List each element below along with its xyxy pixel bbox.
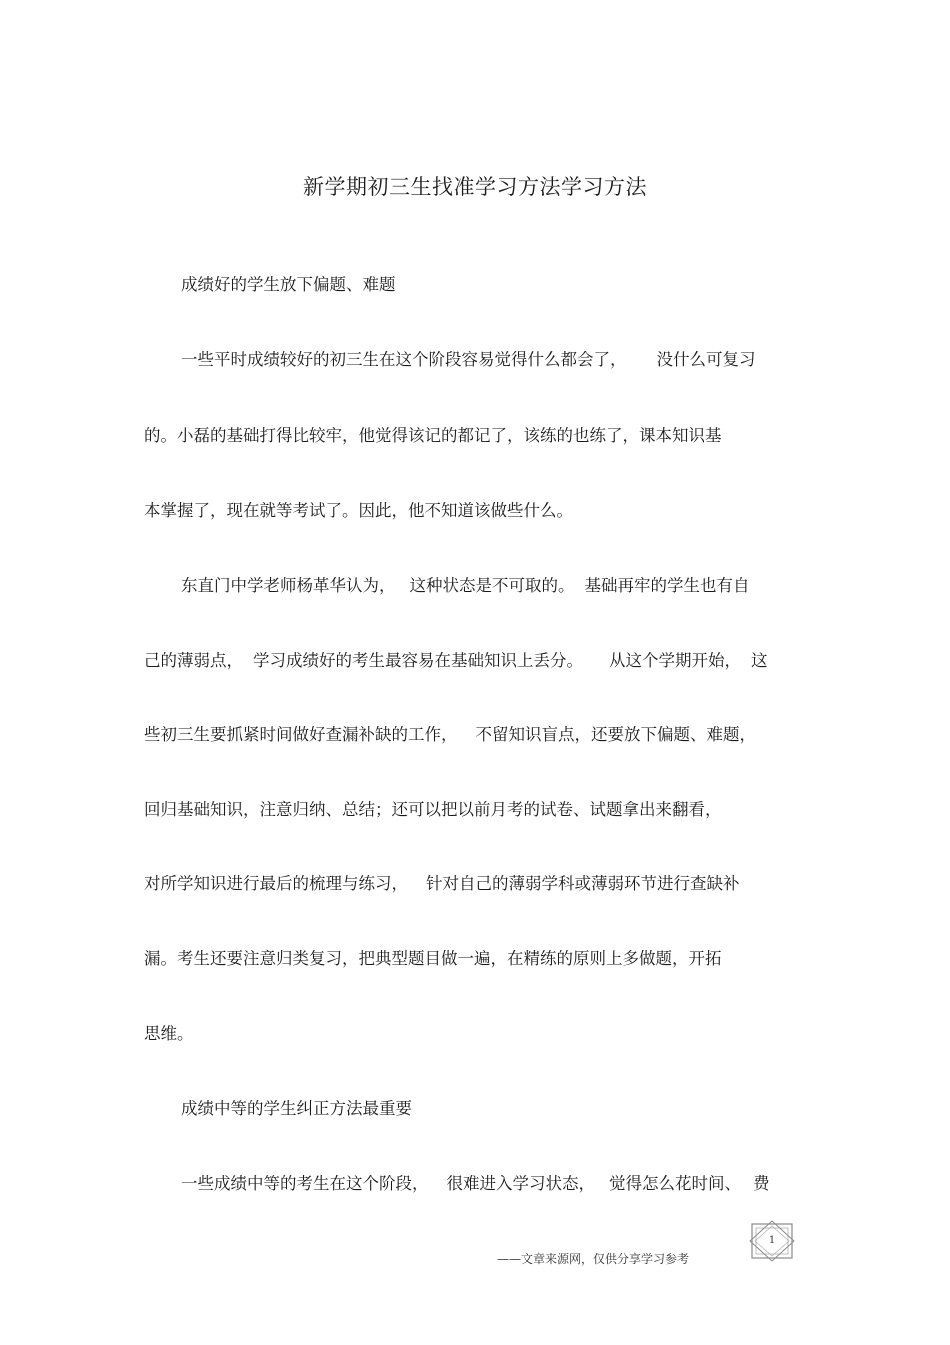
text-segment: 思维。: [144, 1024, 194, 1043]
text-segment: 学习成绩好的考生最容易在基础知识上丢分。: [253, 651, 583, 670]
text-segment: 很难进入学习状态，: [446, 1174, 595, 1193]
text-segment: 一些成绩中等的考生在这个阶段，: [181, 1174, 429, 1193]
text-segment: 的。小磊的基础打得比较牢，他觉得该记的都记了，该练的也练了，课本知识基: [144, 426, 722, 445]
text-segment: 从这个学期开始，: [609, 651, 741, 670]
page-number: 1: [768, 1235, 776, 1246]
text-segment: 些初三生要抓紧时间做好查漏补缺的工作，: [144, 725, 458, 744]
paragraph-line: [144, 947, 722, 971]
text-segment: 基础再牢的学生也有自: [584, 576, 750, 595]
text-segment: 不留知识盲点，还要放下偏题、难题，: [475, 725, 756, 744]
paragraph-heading: [181, 1097, 412, 1121]
paragraph-line: [144, 499, 573, 523]
page-title: 新学期初三生找准学习方法学习方法: [303, 175, 647, 199]
paragraph-line: [144, 798, 722, 822]
text-segment: 没什么可复习: [656, 350, 756, 369]
text-segment: 成绩中等的学生纠正方法最重要: [181, 1099, 412, 1118]
paragraph-line: [181, 348, 756, 372]
text-segment: 针对自己的薄弱学科或薄弱环节进行查缺补: [426, 874, 740, 893]
paragraph-line: [144, 723, 756, 747]
text-segment: 这: [751, 651, 768, 670]
text-segment: 一些平时成绩较好的初三生在这个阶段容易觉得什么都会了，: [181, 350, 627, 369]
text-segment: 己的薄弱点，: [144, 651, 243, 670]
text-segment: 这种状态是不可取的。: [409, 576, 575, 595]
paragraph-line: [144, 872, 740, 896]
text-segment: 回归基础知识，注意归纳、总结；还可以把以前月考的试卷、试题拿出来翻看，: [144, 800, 722, 819]
text-segment: 漏。考生还要注意归类复习，把典型题目做一遍，在精练的原则上多做题，开拓: [144, 949, 722, 968]
text-segment: 本掌握了，现在就等考试了。因此，他不知道该做些什么。: [144, 501, 573, 520]
text-segment: 成绩好的学生放下偏题、难题: [181, 275, 396, 294]
text-segment: 觉得怎么花时间、: [609, 1174, 741, 1193]
paragraph-line: [181, 1172, 770, 1196]
paragraph-line: [181, 574, 750, 598]
text-segment: 对所学知识进行最后的梳理与练习，: [144, 874, 408, 893]
paragraph-line: [144, 649, 768, 673]
footer-source-note: ——文章来源网，仅供分享学习参考: [497, 1252, 690, 1266]
text-segment: 东直门中学老师杨革华认为，: [181, 576, 396, 595]
paragraph-heading: [181, 273, 396, 297]
text-segment: 费: [753, 1174, 770, 1193]
paragraph-line: [144, 1022, 194, 1046]
paragraph-line: [144, 424, 722, 448]
